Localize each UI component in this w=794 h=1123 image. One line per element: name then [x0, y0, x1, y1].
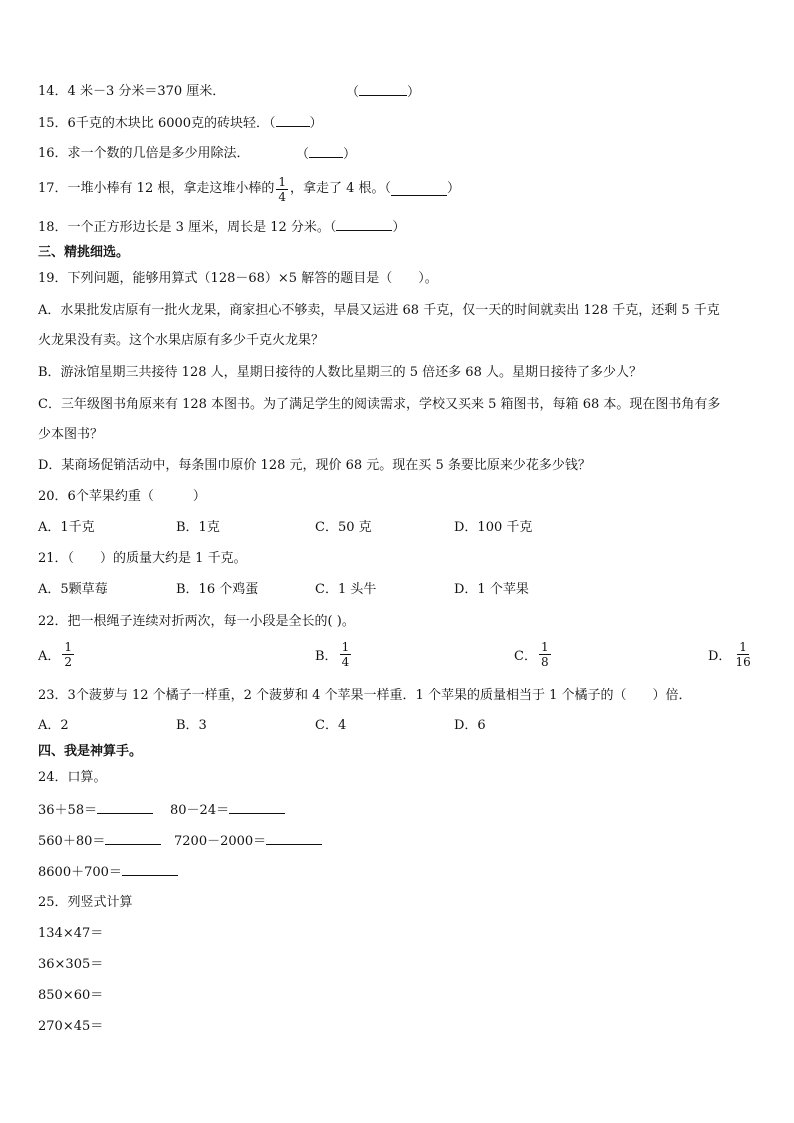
question-16: 16．求一个数的几倍是多少用除法． [38, 146, 250, 161]
question-14-text: 14．4 米－3 分米＝370 厘米． [38, 84, 226, 99]
question-15: 15．6千克的木块比 6000克的砖块轻．（ ） [38, 116, 323, 131]
question-22-stem: 22．把一根绳子连续对折两次，每一小段是全长的( )。 [38, 614, 355, 629]
answer-14[interactable]: （ ） [346, 85, 421, 100]
mental-calc-2: 80－24＝ [170, 801, 285, 820]
option-19-a-cont: 火龙果没有卖。这个水果店原有多少千克火龙果？ [38, 333, 325, 348]
section-heading-4: 四、我是神算手。 [38, 744, 143, 759]
option-20-a[interactable]: A．1千克 [38, 520, 95, 535]
question-14 [38, 83, 225, 101]
option-20-c[interactable]: C．50 克 [315, 520, 372, 535]
fraction: $\frac{1}{16}$ [735, 640, 751, 669]
question-21-stem: 21．（ ）的质量大约是 1 千克。 [38, 551, 247, 566]
option-21-a[interactable]: A．5颗草莓 [38, 582, 108, 597]
answer-blank[interactable] [309, 145, 343, 158]
answer-blank[interactable] [105, 832, 161, 845]
answer-blank[interactable] [122, 863, 178, 876]
mental-calc-1: 36＋58＝ [38, 801, 153, 820]
option-19-c[interactable]: C．三年级图书角原来有 128 本图书。为了满足学生的阅读需求，学校又买来 5 箱图书，每箱 68 本。现在图书角有多 [38, 397, 721, 412]
answer-blank[interactable] [266, 832, 322, 845]
option-19-b[interactable]: B．游泳馆星期三共接待 128 人，星期日接待的人数比星期三的 5 倍还多 68 人。星期日接待了多少人？ [38, 365, 642, 380]
option-23-a[interactable]: A．2 [38, 718, 69, 733]
option-21-b[interactable]: B．16 个鸡蛋 [176, 582, 259, 597]
answer-16[interactable]: （ ） [296, 147, 357, 162]
answer-blank[interactable] [229, 801, 285, 814]
option-20-d[interactable]: D．100 千克 [454, 520, 533, 535]
option-21-d[interactable]: D．1 个苹果 [454, 582, 529, 597]
mental-calc-4: 7200－2000＝ [174, 832, 322, 851]
fraction: $\frac{1}{8}$ [540, 640, 549, 669]
question-25-stem: 25．列竖式计算 [38, 895, 133, 910]
answer-blank[interactable] [391, 183, 447, 196]
vertical-calc-1: 134×47＝ [38, 926, 104, 941]
mental-calc-5: 8600＋700＝ [38, 863, 178, 882]
question-17: 17．一堆小棒有 12 根，拿走这堆小棒的 $\frac{1}{4}$ ，拿走了 4 根。（ ） [38, 174, 461, 204]
fraction: $\frac{1}{4}$ [278, 174, 286, 204]
option-20-b[interactable]: B．1克 [176, 520, 220, 535]
answer-blank[interactable] [97, 801, 153, 814]
vertical-calc-3: 850×60＝ [38, 988, 104, 1003]
question-24-stem: 24．口算。 [38, 770, 107, 785]
option-23-c[interactable]: C．4 [315, 718, 347, 733]
question-23-stem: 23．3个菠萝与 12 个橘子一样重，2 个菠萝和 4 个苹果一样重．1 个苹果的质量相当于 1 个橘子的（ ）倍． [38, 688, 692, 703]
question-20-stem: 20．6个苹果约重（ ） [38, 489, 206, 504]
question-19-stem: 19．下列问题，能够用算式（128－68）×5 解答的题目是（ ）。 [38, 271, 438, 286]
option-21-c[interactable]: C．1 头牛 [315, 582, 377, 597]
option-19-a[interactable]: A．水果批发店原有一批火龙果，商家担心不够卖，早晨又运进 68 千克，仅一天的时间就卖出 128 千克，还剩 5 千克 [38, 303, 720, 318]
section-heading-3: 三、精挑细选。 [38, 245, 130, 260]
mental-calc-3: 560＋80＝ [38, 832, 161, 851]
vertical-calc-2: 36×305＝ [38, 957, 104, 972]
option-19-d[interactable]: D．某商场促销活动中，每条围巾原价 128 元，现价 68 元。现在买 5 条要比原来少花多少钱？ [38, 458, 591, 473]
answer-blank[interactable] [336, 218, 392, 231]
option-22-a[interactable]: A． $\frac{1}{2}$ [38, 640, 73, 669]
option-22-b[interactable]: B． $\frac{1}{4}$ [315, 640, 350, 669]
option-23-d[interactable]: D．6 [454, 718, 486, 733]
option-23-b[interactable]: B．3 [176, 718, 207, 733]
vertical-calc-4: 270×45＝ [38, 1019, 104, 1034]
fraction: $\frac{1}{2}$ [64, 640, 73, 669]
option-22-c[interactable]: C． $\frac{1}{8}$ [514, 640, 549, 669]
option-22-d[interactable]: D． $\frac{1}{16}$ [708, 640, 751, 669]
fraction: $\frac{1}{4}$ [341, 640, 350, 669]
question-18: 18．一个正方形边长是 3 厘米，周长是 12 分米。（ ） [38, 220, 406, 235]
answer-blank[interactable] [359, 83, 407, 96]
answer-blank[interactable] [276, 114, 310, 127]
option-19-c-cont: 少本图书？ [38, 427, 104, 442]
